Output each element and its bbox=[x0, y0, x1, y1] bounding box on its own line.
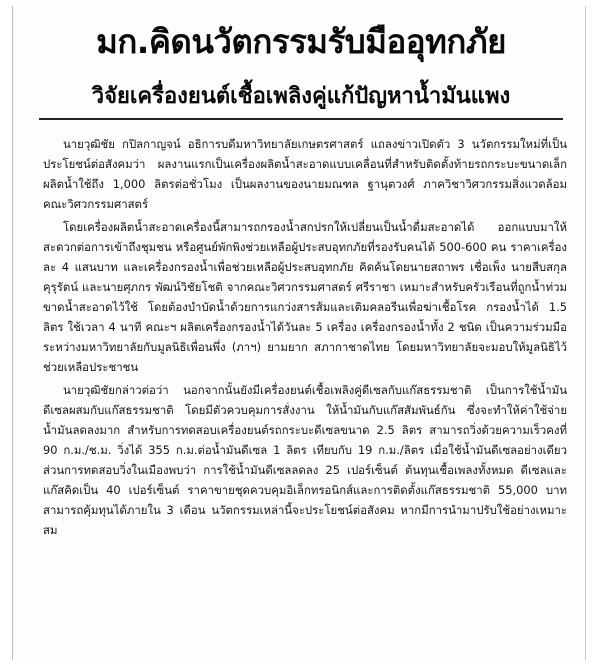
paragraph-1: นายวุฒิชัย กปิลกาญจน์ อธิการบดีมหาวิทยาลัยเกษตรศาสตร์ แถลงข่าวเปิดตัว 3 นวัตกรรมใหม่ที่เป็นประโยชน์ต่อสังคมว่า ผลงานแรกเป็นเครื่องผลิตน้ำสะอาดแบบเคลื่อนที่สำหรับติดตั้งท้ายรถกระบะขนาดเล็ก ผลิตน้ำใช้ถึง 1,000 ลิตรต่อชั่วโมง เป็นผลงานของนายมณฑล ฐานุตวงศ์ ภาควิชาวิศวกรรมสิ่งแวดล้อม คณะวิศวกรรมศาสตร์ bbox=[43, 137, 567, 211]
newspaper-clipping bbox=[12, 6, 586, 660]
headline: มก.คิดนวัตกรรมรับมืออุทกภัย bbox=[96, 22, 506, 61]
subheadline: วิจัยเครื่องยนต์เชื้อเพลิงคู่แก้ปัญหาน้ำมันแพง bbox=[91, 84, 511, 109]
article-body bbox=[43, 134, 567, 543]
paragraph-3: นายวุฒิชัยกล่าวต่อว่า นอกจากนั้นยังมีเครื่องยนต์เชื้อเพลิงคู่ดีเซลกับแก๊สธรรมชาติ เป็นการใช้น้ำมันดีเซลผสมกับแก๊สธรรมชาติ โดยมีตัวควบคุมการสั่งงาน ให้น้ำมันกับแก๊สสัมพันธ์กัน ซึ่งจะทำให้ค่าใช้จ่ายน้ำมันลดลงมาก สำหรับการทดสอบเครื่องยนต์รถกระบะดีเซลขนาด 2.5 ลิตร สามารถวิ่งด้วยความเร็วคงที่ 90 ก.ม./ช.ม. วิ่งได้ 355 ก.ม.ต่อน้ำมันดีเซล 1 ลิตร เทียบกับ 19 ก.ม./ลิตร เมื่อใช้น้ำมันดีเซลอย่างเดียว ส่วนการทดสอบวิ่งในเมืองพบว่า การใช้น้ำมันดีเซลลดลง 25 เปอร์เซ็นต์ ต้นทุนเชื้อเพลงทั้งหมด ดีเซลและแก๊สคิดเป็น 40 เปอร์เซ็นต์ ราคาขายชุดควบคุมอิเล็กทรอนิกส์และการติดตั้งแก๊สธรรมชาติ 55,000 บาท สามารถคุ้มทุนได้ภายใน 3 เดือน นวัตกรรมเหล่านี้จะประโยชน์ต่อสังคม หากมีการนำมาปรับใช้อย่างเหมาะสม bbox=[43, 383, 567, 537]
divider-rule bbox=[39, 118, 563, 120]
paragraph-2: โดยเครื่องผลิตน้ำสะอาดเครื่องนี้สามารถกรองน้ำสกปรกให้เปลี่ยนเป็นน้ำดื่มสะอาดได้ ออกแบบมาให้สะดวกต่อการเข้าถึงชุมชน หรือศูนย์พักพิงช่วยเหลือผู้ประสบอุทกภัยที่รองรับคนได้ 500-600 คน ราคาเครื่องละ 4 แสนบาท และเครื่องกรองน้ำเพื่อช่วยเหลือผู้ประสบอุทกภัย คิดค้นโดยนายสถาพร เชื่อเพ็ง นายสืบสกุล คุรุรัตน์ และนายศุภกร พัฒน์วิชัยโชติ จากคณะวิศวกรรมศาสตร์ ศรีราชา เหมาะสำหรับครัวเรือนที่ถูกน้ำท่วม ขาดน้ำสะอาดไว้ใช้ โดยต้องบำบัดน้ำด้วยการแกว่งสารส้มและเติมคลอรีนเพื่อฆ่าเชื้อโรค กรองน้ำได้ 1.5 ลิตร ใช้เวลา 4 นาที คณะฯ ผลิตเครื่องกรองน้ำได้วันละ 5 เครื่อง เครื่องกรองน้ำทั้ง 2 ชนิด เป็นความร่วมมือระหว่างมหาวิทยาลัยกับมูลนิธิเพื่อนพึ่ง (ภาฯ) ยามยาก สภากาชาดไทย โดยมหาวิทยาลัยจะมอบให้มูลนิธิไว้ช่วยเหลือประชาชน bbox=[43, 220, 567, 374]
